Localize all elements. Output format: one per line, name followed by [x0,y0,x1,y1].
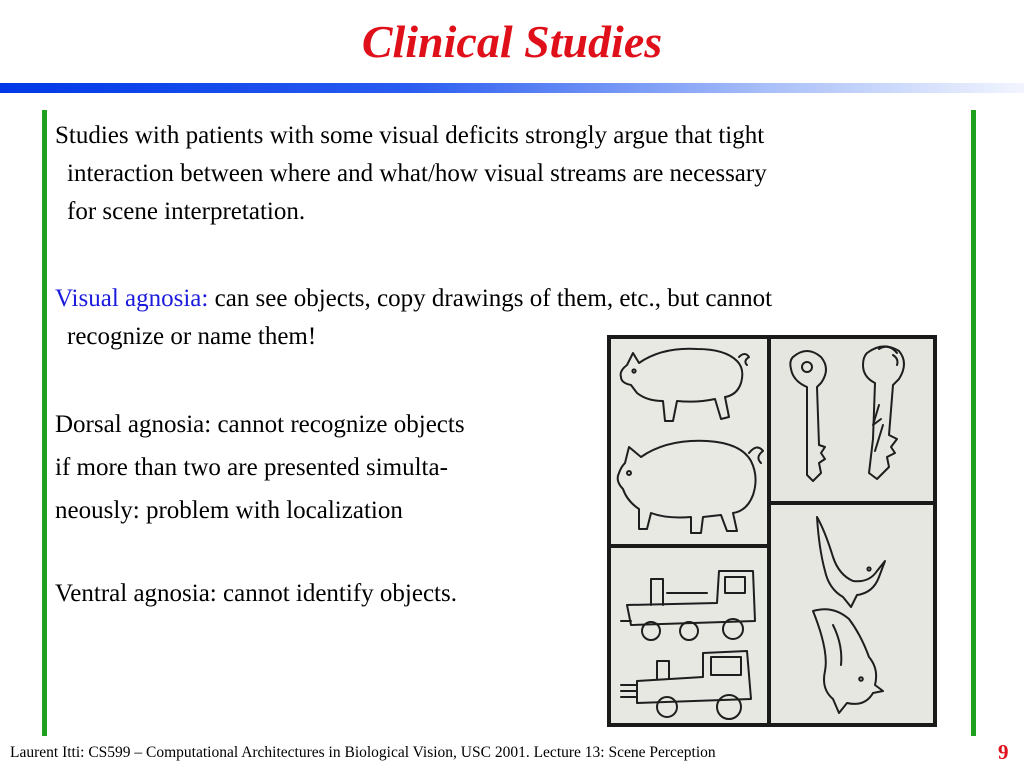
bird-panel [771,505,933,723]
agnosia-drawings-figure [607,335,937,727]
paragraph-deficits-line3: for scene interpretation. [67,198,306,225]
visual-agnosia-definition: can see objects, copy drawings of them, etc., but cannot [208,285,773,312]
paragraph-deficits [55,117,960,231]
visual-agnosia-line2: recognize or name them! [67,323,317,350]
paragraph-deficits-line2: interaction between where and what/how visual streams are necessary [67,160,767,187]
key-panel [771,339,933,501]
left-accent-bar [42,110,47,736]
visual-agnosia-term: Visual agnosia: [55,285,209,312]
paragraph-ventral-agnosia: Ventral agnosia: cannot identify objects. [55,580,457,607]
drawings-svg [607,335,937,727]
title-rule [0,83,1024,93]
dorsal-agnosia-line1: Dorsal agnosia: cannot recognize objects [55,411,465,438]
page-number: 9 [998,740,1009,764]
paragraph-dorsal-agnosia [55,403,615,532]
dorsal-agnosia-line2: if more than two are presented simulta- [55,454,448,481]
dorsal-agnosia-line3: neously: problem with localization [55,497,403,524]
slide-footer: Laurent Itti: CS599 – Computational Architectures in Biological Vision, USC 2001. Lecture 13: Scene Perception [10,744,716,761]
slide-title: Clinical Studies [361,16,663,67]
right-accent-bar [971,110,976,736]
paragraph-deficits-line1: Studies with patients with some visual deficits strongly argue that tight [55,122,765,149]
